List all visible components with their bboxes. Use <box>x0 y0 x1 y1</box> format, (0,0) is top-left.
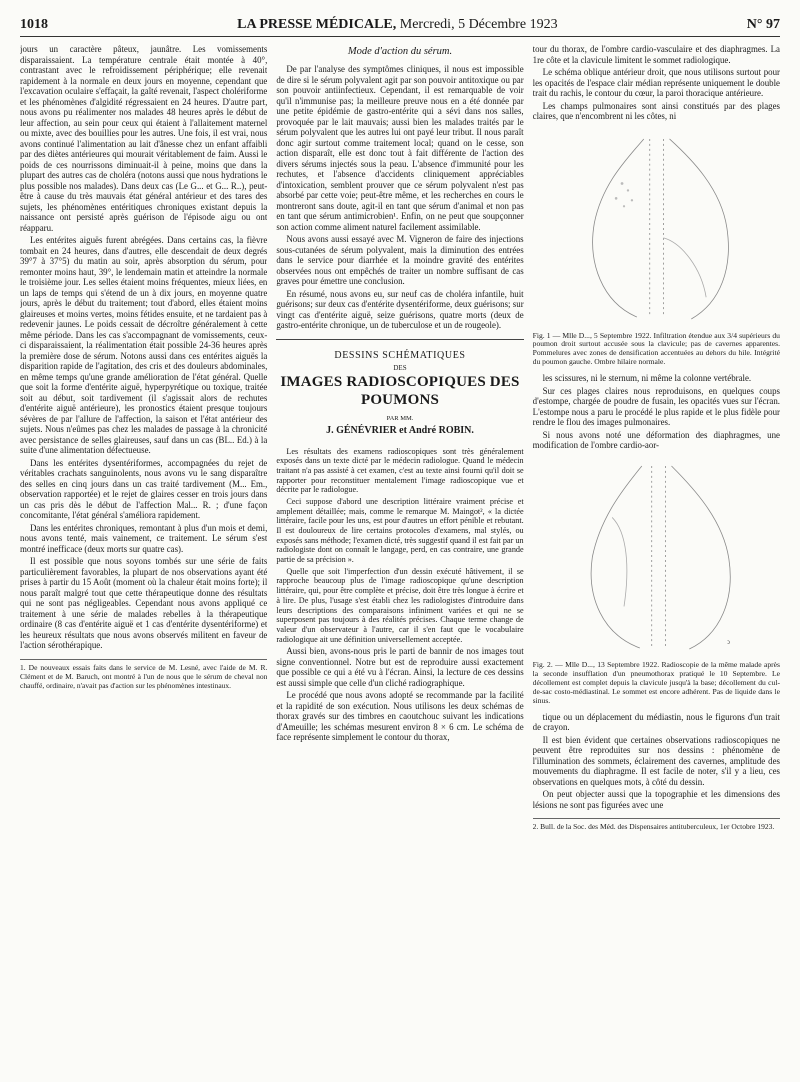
figure-1-caption: Fig. 1 — Mlle D..., 5 Septembre 1922. Infiltration étendue aux 3/4 supérieurs du poumon droit surtout accusée sous la clavicule; pas de cavernes apparentes. Pommelures avec zones de densification accentuées au dehors du hile. Intégrité du poumon gauche. Ombre hilaire normale. <box>532 330 780 367</box>
paragraph: De par l'analyse des symptômes cliniques, il nous est impossible de dire si le sérum polyvalent agit par son pouvoir antitoxique ou par son pouvoir antiinfectieux. Cependant, il est remarquable de voir qu'il n'immunise pas; la meilleure preuve nous en a été donnée par une petite épidémie de gastro-entérite qui a sévi dans nos salles, provoquée par le lait mauvais; aussi bien les malades traités par le sérum polyvalent que les autres lui ont payé leur tribut. Il nous paraît donc agir surtout comme traitement local; quand on le cesse, son action disparaît, elle est donc tout à fait différente de l'action des divers sérums injectés sous la peau. L'absence d'immunité pour les rechutes, et l'absence d'accidents cliniquement appréciables d'intoxication, semblent prouver que ce sérum polyvalent n'est pas absorbé par cette voie; peut-être même, et les recherches en cours le montreront sans doute, agit-il en tant que sérum d'animal et non pas en tant que sérum antimicrobien¹. Enfin, on ne peut que soupçonner son action comme aliment naturel facilement assimilable. <box>276 64 524 232</box>
paragraph: Sur ces plages claires nous reproduisons, en quelques coups d'estompe, chargée de poudre de fusain, les opacités vues sur l'écran. L'estompe nous a paru le procédé le plus rapide et le plus fidèle pour rendre le flou des images pulmonaires. <box>532 385 780 428</box>
figure-2-caption: Fig. 2. — Mlle D..., 13 Septembre 1922. Radioscopie de la même malade après la seconde insufflation d'un pneumothorax pratiqué le 10 Septembre. Le décollement est complet depuis la clavicule jusqu'à la base; décollement du cul-de-sac costo-médiastinal. Le sommet est encore adhérent. Pas de liquide dans le sinus. <box>532 659 780 705</box>
paragraph: tique ou un déplacement du médiastin, nous le figurons d'un trait de crayon. <box>532 711 780 733</box>
column-left <box>20 44 267 1076</box>
section-title: Mode d'action du sérum. <box>347 46 453 57</box>
paragraph: Dans les entérites chroniques, remontant à plus d'un mois et demi, nous avons tenté, mais vainement, ce traitement. Le sérum s'est montré inefficace (deux morts sur quatre cas). <box>20 522 268 554</box>
radiograph-figure-1 <box>533 128 780 328</box>
paragraph: Les champs pulmonaires sont ainsi constitués par des plages claires, que n'encombrent ni les côtes, ni <box>532 100 780 121</box>
heart-shadow <box>663 237 706 296</box>
article-kicker: DESSINS SCHÉMATIQUES <box>334 349 466 361</box>
masthead <box>237 17 557 33</box>
collapsed-lung-edge <box>612 517 627 606</box>
article-des: DES <box>393 363 407 372</box>
paragraph: En résumé, nous avons eu, sur neuf cas de choléra infantile, huit guérisons; sur deux cas d'entérite dysentériforme, deux guérisons; sur vingt cas d'entérite aiguë, seize guérisons, quatre morts (deux de gastro-entérite chronique, un de tuberculose et un de rougeole). <box>276 288 524 331</box>
paragraph: les scissures, ni le sternum, ni même la colonne vertébrale. <box>542 373 752 384</box>
radiograph-figure-2 <box>533 457 780 657</box>
paragraph: Quelle que soit l'imperfection d'un dessin exécuté hâtivement, il se rapproche beaucoup plus de l'image radioscopique qu'une description littéraire, qui, pour être complète et précise, doit être très longue à écrire et à lire. De plus, l'usage s'est établi chez les radiologistes d'introduire dans leurs descriptions des comparaisons infiniment variées et qui ne se superposent pas toujours à des réalités précises. Chaque terme change de valeur d'un observateur à l'autre, car il s'en faut que le vocabulaire radiologique ait une définition universellement acceptée. <box>276 566 524 644</box>
paragraph: Dans les entérites dysentériformes, accompagnées du rejet de véritables crachats sanguinolents, nous avons vu le sang disparaître des selles en cinq jours dans un cas traité tardivement (M... Em., observation rapportée) et le rejet de glaires cesser en trois jours dans un cas pris dès le début de l'affection Mal... R. ; d'une façon concomitante, l'état général s'améliora rapidement. <box>20 457 268 520</box>
thorax-outline-left <box>591 466 642 648</box>
article-par: PAR MM. <box>386 415 414 423</box>
footnote: 1. De nouveaux essais faits dans le service de M. Lesné, avec l'aide de M. R. Clément et de M. Baruch, ont montré à l'un de nous que le sérum de cheval non chauffé, ordinaire, n'avait pas d'action sur les phénomènes intestinaux. <box>20 659 267 690</box>
article-title: IMAGES RADIOSCOPIQUES DES POUMONS <box>280 373 520 408</box>
paragraph: Les entérites aiguës furent abrégées. Dans certains cas, la fièvre tombait en 24 heures, dans d'autres, elle descendait de deux degrés 39°7 à 37°5) du matin au soir, après absorption du sérum, pour remonter moins haut, 39°, le lendemain matin et atteindre la normale le troisième jour. Les selles étaient moins fréquentes, mieux liées, en un laps de temps qui s'étend de un à dix jours, en moyenne quatre jours, après le début du traitement; tout d'abord, elles étaient moins glaireuses et moins vertes, moins fétides ensuite, et ne tardaient pas à redevenir jaunes. Le poids cessait de décroître généralement à cette même période. Dans les cas s'accompagnant de vomissements, ceux-ci disparaissaient, la réalimentation était possible 24-36 heures après la première dose de sérum. Notons aussi dans ces entérites aiguës la disparition rapide de l'agitation, des cris et des douleurs abdominales, en même temps qu'une grande amélioration de l'état général. Quelle que soit la forme d'entérite aiguë, hyperpyrétique ou toxique, traitée soit au début, soit tardivement (il s'agissait alors de rechutes d'entérite aiguë antérieure), les pronostics étaient presque toujours sévères de par l'allure de l'affection, la saison et l'état antérieur des sujets. Nous n'eûmes pas chez les malades de passage à la chronicité avec persistance de selles glaireuses, sauf dans un cas (BL.. Ed.) à la suite d'une alimentation défectueuse. <box>20 235 268 455</box>
thorax-outline-right <box>671 466 730 649</box>
paragraph: Le schéma oblique antérieur droit, que nous utilisons surtout pour les opacités de l'espace clair médian représente uniquement le double trait du rachis, le contour du cœur, la paroi thoracique antérieure. <box>532 67 780 98</box>
column-middle <box>276 44 523 1076</box>
paragraph: Ceci suppose d'abord une description littéraire vraiment précise et amplement détaillée; mais, comme le remarque M. Maingot², « la dictée littéraire, facile pour les uns, est pour d'autres un effort pénible et rebutant. Il est douloureux de lire certains protocoles d'examens, mal stylés, ou exposés sans méthode; l'examen dicté, très suggestif quand il est fait par un radiologiste dont on connaît le langage, perd, en cas contraire, une grande partie de sa précision ». <box>276 497 524 565</box>
svg-text:ↄ: ↄ <box>726 638 730 646</box>
paragraph: Les résultats des examens radioscopiques sont très généralement exposés dans un texte dicté par le médecin radiologue. Quand le médecin traitant n'a pas assisté à cet examen, c'est au texte ainsi fourni qu'il doit se rapporter pour reconstituer mentalement l'image radioscopique vue et décrite par le radiologue. <box>276 446 524 495</box>
paragraph: Nous avons aussi essayé avec M. Vigneron de faire des injections sous-cutanées de sérum polyvalent, mais la diminution des entrées dans le service pour diarrhée et la moindre gravité des entérites observées nous ont empêchés de traiter un nombre suffisant de cas graves pour émettre une conclusion. <box>276 234 524 287</box>
divider <box>276 339 523 340</box>
paragraph: Le procédé que nous avons adopté se recommande par la facilité et la rapidité de son exécution. Nous utilisons les deux schémas de thorax gravés sur des timbres en caoutchouc suivant les indications d'Ameuille; les schémas mesurent environ 8 × 6 cm. Le schéma de face représente simplement le contour du thorax, <box>276 690 524 743</box>
article-authors: J. GÉNÉVRIER et André ROBIN. <box>326 424 474 436</box>
page-header <box>20 14 780 37</box>
issue-number: N° 97 <box>746 17 780 32</box>
paragraph: jours un caractère pâteux, jaunâtre. Les vomissements disparaissaient. La température centrale était montée à 40°, contrastant avec le refroidissement périphérique; elle revenait rapidement à la normale en deux jours en moyenne, cependant que l'excavation oculaire s'effaçait, la gaîté revenait, l'aspect cholériforme et les phénomènes d'algidité régressaient en 24 heures. D'autre part, nous avons pu réalimenter nos malades 48 heures après le début de leur affection, au sein pour ceux qui étaient à l'allaitement maternel ou mixte, avec des bouillies pour les autres. Une fois, il est vrai, nous avons continué l'alimentation au lait d'ânesse chez un enfant affaibli par des diètes antérieures qui mourait véritablement de faim. Aussi le poids de ces nourrissons diminuait-il à peine, moins que dans la plupart des autres cas de choléra (notons aussi que nous hydrations le plus possible nos malades). Dans deux cas (Le G... et G... R..), peut-être à cause du très mauvais état général antérieur et des tares des sujets, les phénomènes entéritiques chroniques existant depuis la naissance ont persisté après guérison de l'épisode aigu ou ont réapparu. <box>20 44 268 233</box>
paragraph: Si nous avons noté une déformation des diaphragmes, une modification de l'ombre cardio-aor- <box>532 429 780 451</box>
paragraph: On peut objecter aussi que la topographie et les dimensions des lésions ne sont pas figurées avec une <box>532 789 780 810</box>
column-right <box>533 44 780 1076</box>
journal-name: LA PRESSE MÉDICALE, <box>237 17 397 32</box>
paragraph: Il est possible que nous soyons tombés sur une série de faits particulièrement favorables, la plupart de nos observations ayant été prises à partir du 15 Août (moment où la chaleur était moins forte); il nous paraît malgré tout que cette thérapeutique donne des résultats qui ne sont pas négligeables. Cependant nous avons appliqué ce traitement à une série de malades rebelles à la thérapeutique ordinaire (8 cas d'entérite aiguë et 1 cas d'entérite dysentériforme) et les heureux résultats que nous avons observés militent en faveur de l'action sérothérapique. <box>20 556 268 650</box>
paragraph: Il est bien évident que certaines observations radioscopiques ne peuvent être reproduites sur nos dessins : phénomène de l'illumination des sommets, éclairement des cavernes, amplitude des mouvements du diaphragme. Il est facile de noter, s'il y a lieu, ces observations en quelques mots, à côté du dessin. <box>532 734 780 787</box>
thorax-outline-right <box>669 138 728 318</box>
footnote: 2. Bull. de la Soc. des Méd. des Dispensaires antituberculeux, 1er Octobre 1923. <box>533 818 780 831</box>
paragraph: Aussi bien, avons-nous pris le parti de bannir de nos images tout signe conventionnel. Notre but est de reproduire aussi exactement que possible ce qui a été vu à l'écran. Ainsi, la lecture de ces dessins est aussi simple que celle d'un cliché radiographique. <box>276 646 524 688</box>
paragraph: tour du thorax, de l'ombre cardio-vasculaire et des diaphragmes. La 1re côte et la clavicule limitent le sommet radiologique. <box>532 44 780 65</box>
page-number: 1018 <box>20 17 48 32</box>
thorax-outline-left <box>592 138 643 316</box>
issue-date: Mercredi, 5 Décembre 1923 <box>396 17 558 32</box>
